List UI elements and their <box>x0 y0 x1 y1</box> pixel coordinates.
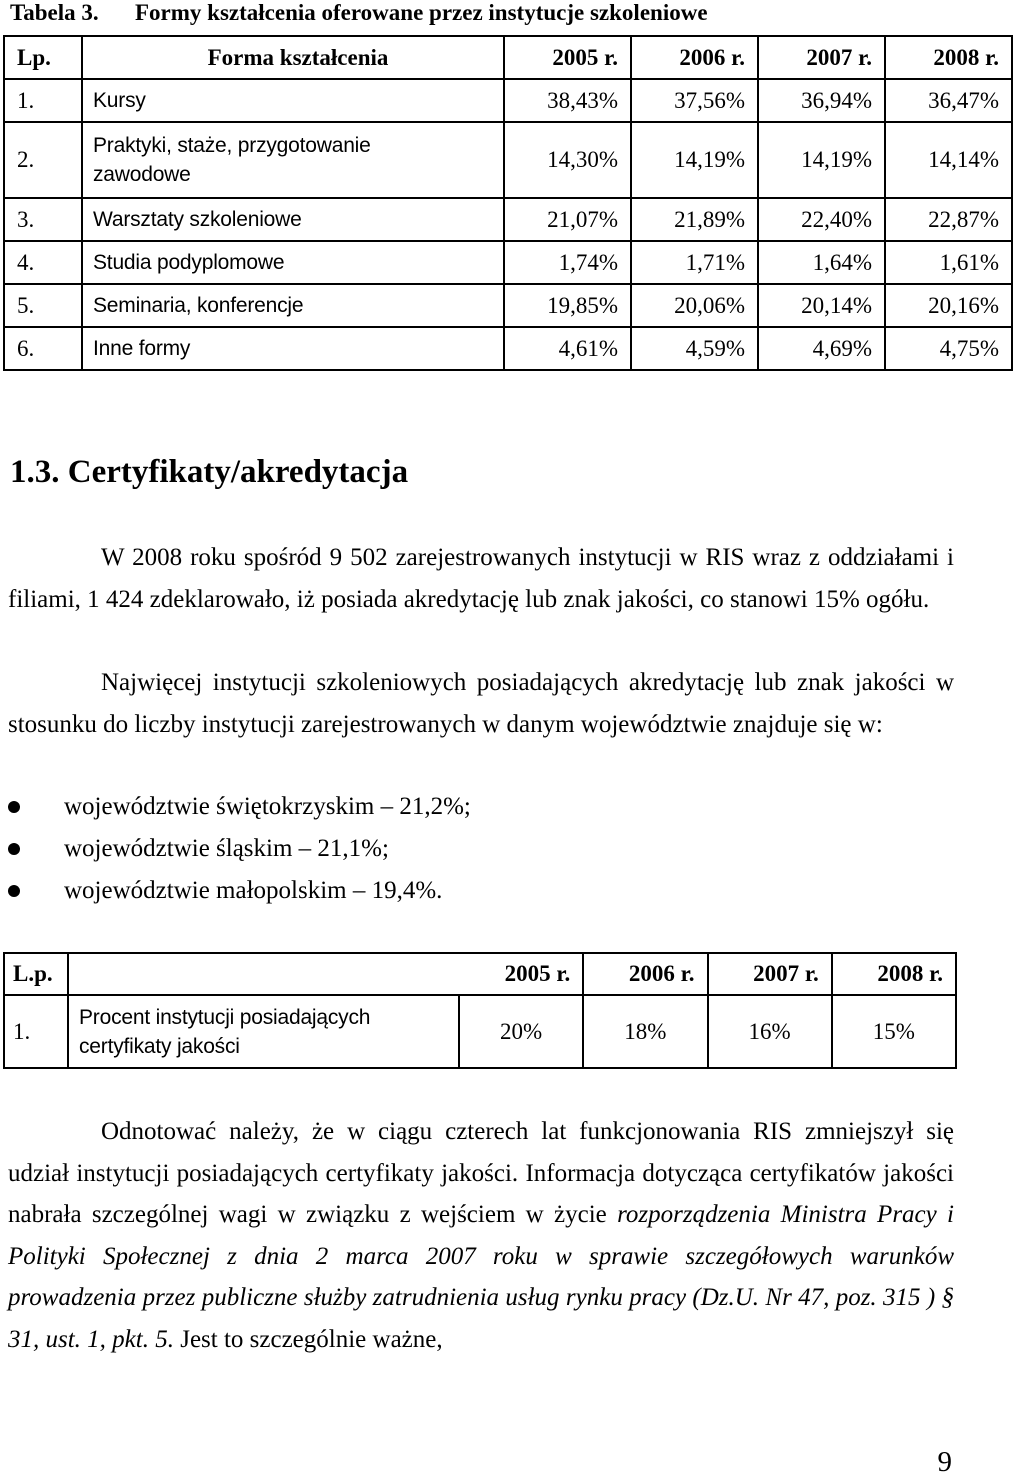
cell-forma-line1: Praktyki, staże, przygotowanie <box>93 134 371 157</box>
header-name <box>68 953 459 995</box>
paragraph-2: Najwięcej instytucji szkoleniowych posiadających akredytację lub znak jakości w stosunku do liczby instytucji zarejestrowanych w danym województwie znajduje się w: <box>8 669 954 738</box>
certificates-table <box>3 952 957 1069</box>
table-row <box>4 198 1012 241</box>
regulation-citation: rozporządzenia Ministra Pracy i Polityki Społecznej z dnia 2 marca 2007 roku w sprawie szczegółowych warunków prowadzenia przez publiczne służby zatrudnienia usług rynku pracy (Dz.U. Nr 47, poz. 315 ) § 31, ust. 1, pkt. 5. <box>8 1201 954 1353</box>
header-2006: 2006 r. <box>631 36 758 79</box>
paragraph-3-start: Odnotować należy, że w ciągu czterech lat funkcjonowania RIS zmniejszył się udział instytucji posiadających certyfikaty jakości. Informacja dotycząca certyfikatów jakości nabrała szczególnej wagi w związku z wejściem w życie <box>8 1118 954 1228</box>
cell-2008: 36,47% <box>885 79 1012 122</box>
header-forma: Forma kształcenia <box>82 36 504 79</box>
paragraph-3-end: Jest to szczególnie ważne, <box>173 1325 443 1353</box>
cell-2007: 20,14% <box>758 284 885 327</box>
header-2006: 2006 r. <box>583 953 707 995</box>
cell-lp: 2. <box>4 122 82 198</box>
cell-2008: 14,14% <box>885 122 1012 198</box>
cell-forma: Kursy <box>82 79 504 122</box>
cell-2008: 4,75% <box>885 327 1012 370</box>
cell-forma: Warsztaty szkoleniowe <box>82 198 504 241</box>
cell-lp: 6. <box>4 327 82 370</box>
section-heading: 1.3. Certyfikaty/akredytacja <box>10 454 409 490</box>
header-2005: 2005 r. <box>459 953 583 995</box>
paragraph-1: W 2008 roku spośród 9 502 zarejestrowanych instytucji w RIS wraz z oddziałami i filiami, 1 424 zdeklarowało, iż posiada akredytację lub znak jakości, co stanowi 15% ogółu. <box>8 544 954 613</box>
header-2005: 2005 r. <box>504 36 631 79</box>
cell-2005: 21,07% <box>504 198 631 241</box>
cell-2007: 4,69% <box>758 327 885 370</box>
cell-2005: 20% <box>459 995 583 1068</box>
cell-forma <box>82 122 504 198</box>
cell-2006: 20,06% <box>631 284 758 327</box>
table-row <box>4 241 1012 284</box>
cell-2006: 37,56% <box>631 79 758 122</box>
cell-name-line2: certyfikaty jakości <box>79 1034 240 1058</box>
list-item <box>8 870 471 912</box>
table-header-row <box>4 953 956 995</box>
paragraph-1-block <box>8 537 954 620</box>
paragraph-3-block <box>8 1111 954 1360</box>
cell-lp: 4. <box>4 241 82 284</box>
list-item-text: województwie małopolskim – 19,4%. <box>64 877 443 904</box>
table-row <box>4 79 1012 122</box>
header-2008: 2008 r. <box>832 953 956 995</box>
list-item <box>8 828 471 870</box>
page-number: 9 <box>937 1446 952 1478</box>
paragraph-2-block <box>8 662 954 745</box>
bullet-icon <box>8 801 20 813</box>
cell-forma: Seminaria, konferencje <box>82 284 504 327</box>
cell-2007: 16% <box>708 995 832 1068</box>
bullet-icon <box>8 885 20 897</box>
cell-2006: 14,19% <box>631 122 758 198</box>
training-forms-table <box>3 35 1013 371</box>
cell-2006: 4,59% <box>631 327 758 370</box>
caption-text: Formy kształcenia oferowane przez instytucje szkoleniowe <box>135 0 708 25</box>
cell-2005: 19,85% <box>504 284 631 327</box>
bullet-list <box>8 786 471 912</box>
header-lp: Lp. <box>4 36 82 79</box>
table-row <box>4 284 1012 327</box>
cell-2007: 1,64% <box>758 241 885 284</box>
bullet-icon <box>8 843 20 855</box>
cell-name <box>68 995 459 1068</box>
header-2008: 2008 r. <box>885 36 1012 79</box>
cell-lp: 3. <box>4 198 82 241</box>
cell-2005: 38,43% <box>504 79 631 122</box>
table-header-row <box>4 36 1012 79</box>
table-row <box>4 995 956 1068</box>
cell-2007: 36,94% <box>758 79 885 122</box>
cell-2008: 20,16% <box>885 284 1012 327</box>
cell-lp: 1. <box>4 79 82 122</box>
cell-forma: Inne formy <box>82 327 504 370</box>
caption-number: Tabela 3. <box>10 0 99 25</box>
cell-2006: 18% <box>583 995 707 1068</box>
cell-2007: 14,19% <box>758 122 885 198</box>
header-lp: L.p. <box>4 953 68 995</box>
table-caption <box>10 0 708 26</box>
cell-name-line1: Procent instytucji posiadających <box>79 1005 371 1029</box>
list-item-text: województwie świętokrzyskim – 21,2%; <box>64 793 471 820</box>
cell-2005: 1,74% <box>504 241 631 284</box>
header-2007: 2007 r. <box>758 36 885 79</box>
cell-2008: 15% <box>832 995 956 1068</box>
table-row <box>4 327 1012 370</box>
cell-2006: 21,89% <box>631 198 758 241</box>
cell-forma: Studia podyplomowe <box>82 241 504 284</box>
cell-lp: 5. <box>4 284 82 327</box>
cell-2008: 1,61% <box>885 241 1012 284</box>
cell-2007: 22,40% <box>758 198 885 241</box>
table-row <box>4 122 1012 198</box>
cell-lp: 1. <box>4 995 68 1068</box>
header-2007: 2007 r. <box>708 953 832 995</box>
list-item <box>8 786 471 828</box>
list-item-text: województwie śląskim – 21,1%; <box>64 835 389 862</box>
cell-2005: 14,30% <box>504 122 631 198</box>
paragraph-3 <box>8 1111 954 1360</box>
cell-2006: 1,71% <box>631 241 758 284</box>
cell-2005: 4,61% <box>504 327 631 370</box>
cell-forma-line2: zawodowe <box>93 163 191 186</box>
cell-2008: 22,87% <box>885 198 1012 241</box>
